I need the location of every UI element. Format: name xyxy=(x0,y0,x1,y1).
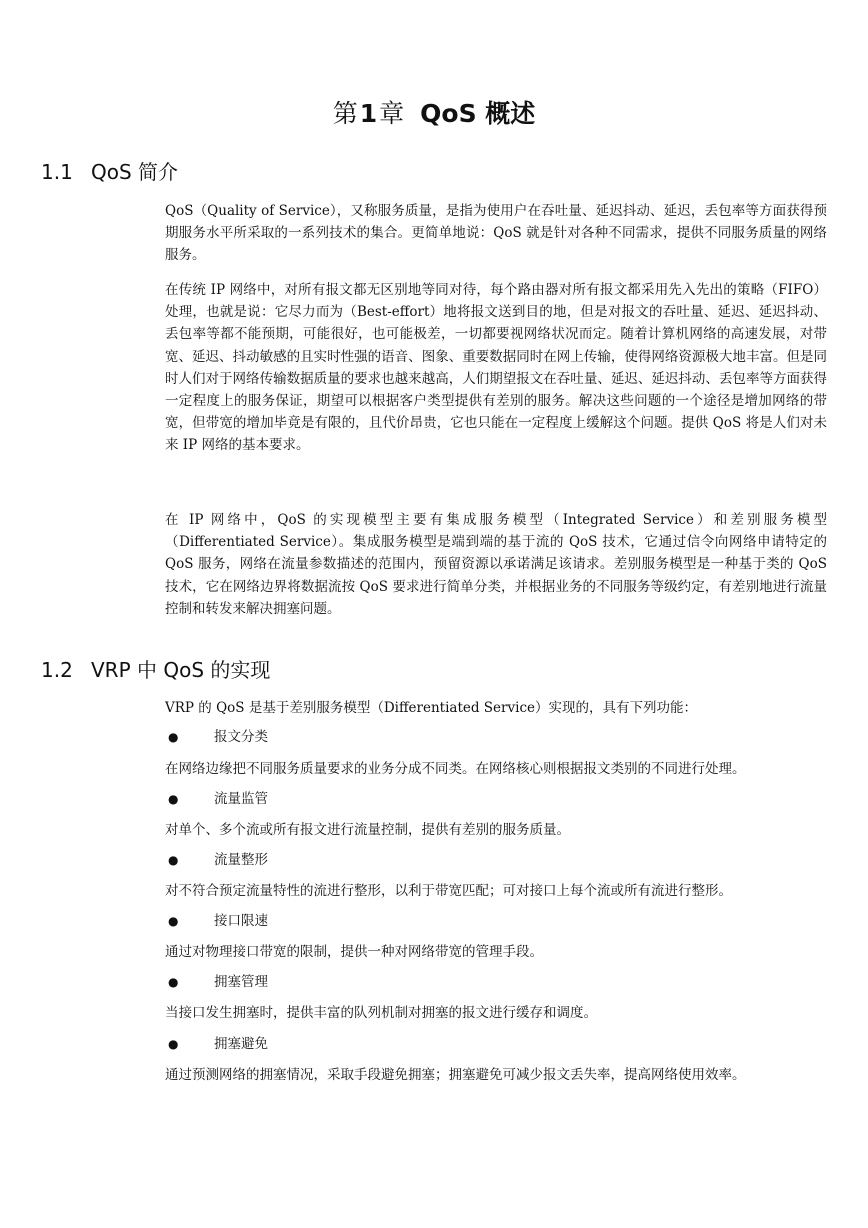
feature-description: 通过预测网络的拥塞情况，采取手段避免拥塞；拥塞避免可减少报文丢失率，提高网络使用效率。 xyxy=(165,1067,746,1083)
bullet-icon: ● xyxy=(168,853,179,867)
bullet-icon: ● xyxy=(168,1037,179,1051)
paragraph-vrp-intro: VRP 的 QoS 是基于差别服务模型（Differentiated Service）实现的，具有下列功能： xyxy=(165,700,697,716)
feature-name: 流量监管 xyxy=(214,791,268,807)
feature-bullet xyxy=(165,849,827,871)
chapter-prefix: 第 xyxy=(332,99,358,128)
paragraph-qos-models: 在 IP 网络中，QoS 的实现模型主要有集成服务模型（Integrated Service）和差别服务模型（Differentiated Service）。集成服务模型是端到端的基于流的 QoS 技术，它通过信令向网络申请特定的 QoS 服务，网络在流量参数描述的范围内，预留资源以承诺满足该请求。差别服务模型是一种基于类的 QoS 技术，它在网络边界将数据流按 QoS 要求进行简单分类，并根据业务的不同服务等级约定，有差别地进行流量控制和转发来解决拥塞问题。 xyxy=(165,512,827,617)
bullet-icon: ● xyxy=(168,730,179,744)
section-heading-1-1 xyxy=(41,156,178,185)
feature-name: 流量整形 xyxy=(214,852,268,868)
chapter-number: 1 xyxy=(359,99,378,128)
paragraph-qos-definition: QoS（Quality of Service），又称服务质量，是指为使用户在吞吐量、延迟抖动、延迟，丢包率等方面获得预期服务水平所采取的一系列技术的集合。更简单地说：QoS 就是针对各种不同需求，提供不同服务质量的网络服务。 xyxy=(165,203,827,264)
feature-description: 通过对物理接口带宽的限制，提供一种对网络带宽的管理手段。 xyxy=(165,944,543,960)
bullet-icon: ● xyxy=(168,914,179,928)
feature-description: 对不符合预定流量特性的流进行整形，以利于带宽匹配；可对接口上每个流或所有流进行整形。 xyxy=(165,883,732,899)
bullet-icon: ● xyxy=(168,792,179,806)
feature-description: 对单个、多个流或所有报文进行流量控制，提供有差别的服务质量。 xyxy=(165,822,570,838)
section-title: VRP 中 QoS 的实现 xyxy=(91,658,271,682)
feature-bullet xyxy=(165,1033,827,1055)
feature-name: 报文分类 xyxy=(214,729,268,745)
section-title: QoS 简介 xyxy=(91,160,179,184)
chapter-name: QoS 概述 xyxy=(420,99,536,128)
chapter-suffix: 章 xyxy=(379,99,405,128)
feature-name: 拥塞管理 xyxy=(214,974,268,990)
section-number: 1.2 xyxy=(41,658,73,682)
feature-bullet xyxy=(165,788,827,810)
paragraph-traditional-ip: 在传统 IP 网络中，对所有报文都无区别地等同对待，每个路由器对所有报文都采用先入先出的策略（FIFO）处理，也就是说：它尽力而为（Best-effort）地将报文送到目的地，但是对报文的吞吐量、延迟、延迟抖动、丢包率等都不能预期，可能很好，也可能极差，一切都要视网络状况而定。随着计算机网络的高速发展，对带宽、延迟、抖动敏感的且实时性强的语音、图象、重要数据同时在网上传输，使得网络资源极大地丰富。但是同时人们对于网络传输数据质量的要求也越来越高，人们期望报文在吞吐量、延迟、延迟抖动、丢包率等方面获得一定程度上的服务保证，期望可以根据客户类型提供有差别的服务。解决这些问题的一个途径是增加网络的带宽，但带宽的增加毕竟是有限的，且代价昂贵，它也只能在一定程度上缓解这个问题。提供 QoS 将是人们对未来 IP 网络的基本要求。 xyxy=(165,282,827,454)
feature-name: 接口限速 xyxy=(214,913,268,929)
chapter-title xyxy=(0,94,868,130)
bullet-icon: ● xyxy=(168,975,179,989)
section-heading-1-2 xyxy=(41,654,270,683)
feature-description: 当接口发生拥塞时，提供丰富的队列机制对拥塞的报文进行缓存和调度。 xyxy=(165,1005,597,1021)
feature-bullet xyxy=(165,726,827,748)
feature-description: 在网络边缘把不同服务质量要求的业务分成不同类。在网络核心则根据报文类别的不同进行处理。 xyxy=(165,761,746,777)
section-number: 1.1 xyxy=(41,160,73,184)
feature-name: 拥塞避免 xyxy=(214,1036,268,1052)
feature-bullet xyxy=(165,971,827,993)
feature-bullet xyxy=(165,910,827,932)
